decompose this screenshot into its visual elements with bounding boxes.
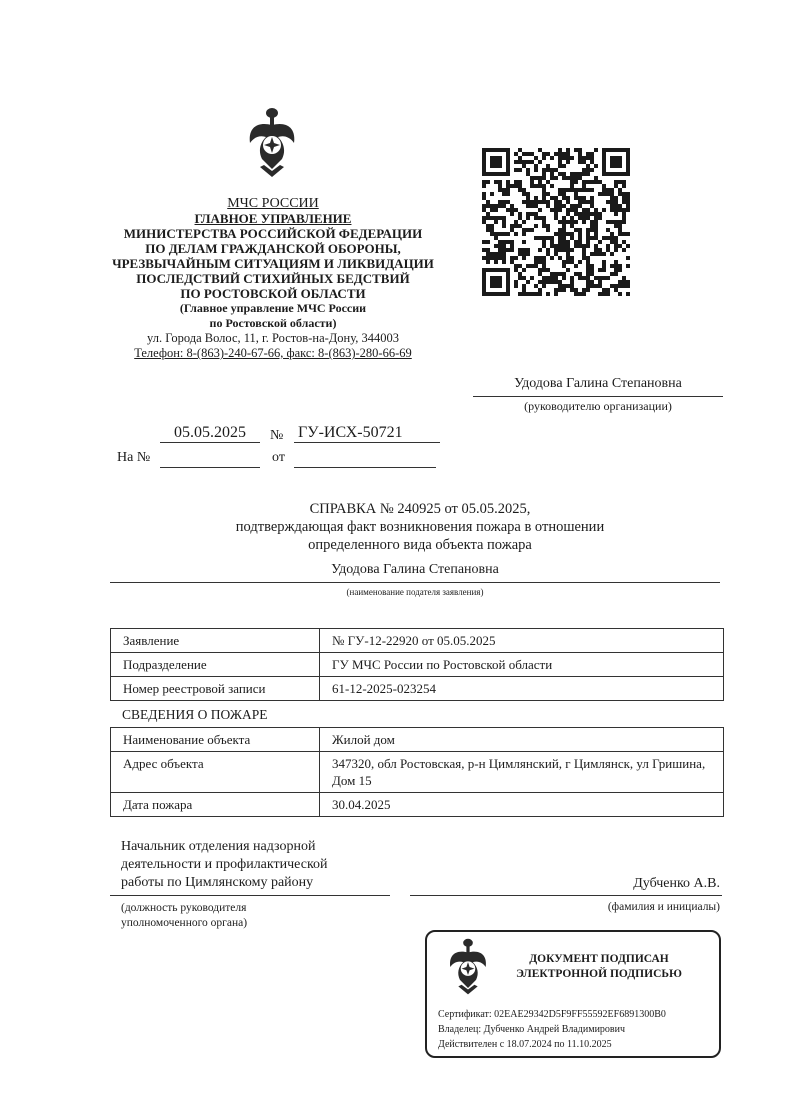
document-title [160, 500, 680, 554]
signer-position-line: работы по Цимлянскому району [121, 875, 314, 890]
ref-number-line [160, 467, 260, 468]
signer-name: Дубченко А.В. [633, 876, 720, 891]
org-line: ГЛАВНОЕ УПРАВЛЕНИЕ [194, 211, 352, 226]
signer-position-line: деятельности и профилактической [121, 857, 328, 872]
table-key: Наименование объекта [111, 728, 320, 752]
table-key: Адрес объекта [111, 752, 320, 793]
org-line: ПО РОСТОВСКОЙ ОБЛАСТИ [180, 286, 366, 301]
org-line: МИНИСТЕРСТВА РОССИЙСКОЙ ФЕДЕРАЦИИ [123, 226, 423, 241]
outgoing-number [294, 424, 440, 443]
emercom-emblem-icon [246, 107, 298, 179]
table-key: Дата пожара [111, 793, 320, 817]
table-row [111, 752, 724, 793]
qr-code-icon [482, 148, 630, 296]
section-title: СВЕДЕНИЯ О ПОЖАРЕ [122, 707, 268, 722]
applicant-caption: (наименование подателя заявления) [346, 587, 484, 597]
fire-info-table [110, 727, 724, 817]
number-sign: № [270, 428, 284, 443]
recipient-name: Удодова Галина Степановна [473, 376, 723, 397]
outgoing-number-value: ГУ-ИСХ-50721 [298, 424, 403, 441]
recipient-caption: (руководителю организации) [524, 399, 672, 413]
org-line: ПОСЛЕДСТВИЙ СТИХИЙНЫХ БЕДСТВИЙ [136, 271, 410, 286]
emercom-emblem-icon [445, 938, 491, 996]
title-line: подтверждающая факт возникновения пожара в отношении [235, 519, 605, 535]
stamp-validity: Действителен с 18.07.2024 по 11.10.2025 [438, 1039, 612, 1050]
table-key: Подразделение [111, 653, 320, 677]
org-abbr-line: (Главное управление МЧС России [179, 301, 367, 315]
stamp-line: ДОКУМЕНТ ПОДПИСАН [529, 953, 669, 965]
title-line: определенного вида объекта пожара [308, 537, 532, 553]
stamp-certificate: Сертификат: 02EAE29342D5F9FF55592EF6891300B0 [438, 1009, 666, 1020]
org-line: ЧРЕЗВЫЧАЙНЫМ СИТУАЦИЯМ И ЛИКВИДАЦИИ [112, 256, 434, 271]
org-abbr-line: по Ростовской области) [209, 316, 337, 330]
table-value: Жилой дом [320, 728, 724, 752]
org-address: ул. Города Волос, 11, г. Ростов-на-Дону, 344003 [147, 331, 399, 345]
name-line [410, 895, 722, 896]
name-caption: (фамилия и инициалы) [607, 901, 720, 913]
applicant-name: Удодова Галина Степановна [110, 562, 720, 583]
table-key: Номер реестровой записи [111, 677, 320, 701]
table-key: Заявление [111, 629, 320, 653]
org-header [110, 196, 436, 361]
table-value: № ГУ-12-22920 от 05.05.2025 [320, 629, 724, 653]
e-signature-stamp [425, 930, 721, 1058]
position-caption [121, 901, 361, 931]
applicant-block [110, 562, 720, 597]
title-line: СПРАВКА № 240925 от 05.05.2025, [309, 501, 531, 517]
ref-date-line [294, 467, 436, 468]
table-row [111, 677, 724, 701]
stamp-line: ЭЛЕКТРОННОЙ ПОДПИСЬЮ [516, 968, 682, 980]
signer-position [121, 838, 411, 892]
table-value: ГУ МЧС России по Ростовской области [320, 653, 724, 677]
org-phone: Телефон: 8-(863)-240-67-66, факс: 8-(863)-280-66-69 [134, 346, 412, 360]
table-row [111, 793, 724, 817]
table-value: 347320, обл Ростовская, р-н Цимлянский, г Цимлянск, ул Гришина, Дом 15 [320, 752, 724, 793]
ref-label: На № [117, 450, 151, 465]
org-short-name: МЧС РОССИИ [227, 196, 319, 211]
recipient-block [473, 376, 723, 414]
outgoing-date [160, 424, 260, 443]
position-caption-line: (должность руководителя [121, 902, 247, 914]
application-table [110, 628, 724, 701]
table-row [111, 653, 724, 677]
stamp-owner: Владелец: Дубченко Андрей Владимирович [438, 1024, 626, 1035]
from-label: от [272, 450, 285, 465]
table-value: 30.04.2025 [320, 793, 724, 817]
signer-position-line: Начальник отделения надзорной [121, 839, 316, 854]
table-value: 61-12-2025-023254 [320, 677, 724, 701]
stamp-title [499, 952, 699, 982]
position-caption-line: уполномоченного органа) [121, 917, 248, 929]
table-row [111, 629, 724, 653]
stamp-certificate-info [438, 1007, 666, 1052]
table-row [111, 728, 724, 752]
outgoing-date-value: 05.05.2025 [174, 424, 246, 441]
org-line: ПО ДЕЛАМ ГРАЖДАНСКОЙ ОБОРОНЫ, [145, 241, 401, 256]
position-line [110, 895, 390, 896]
